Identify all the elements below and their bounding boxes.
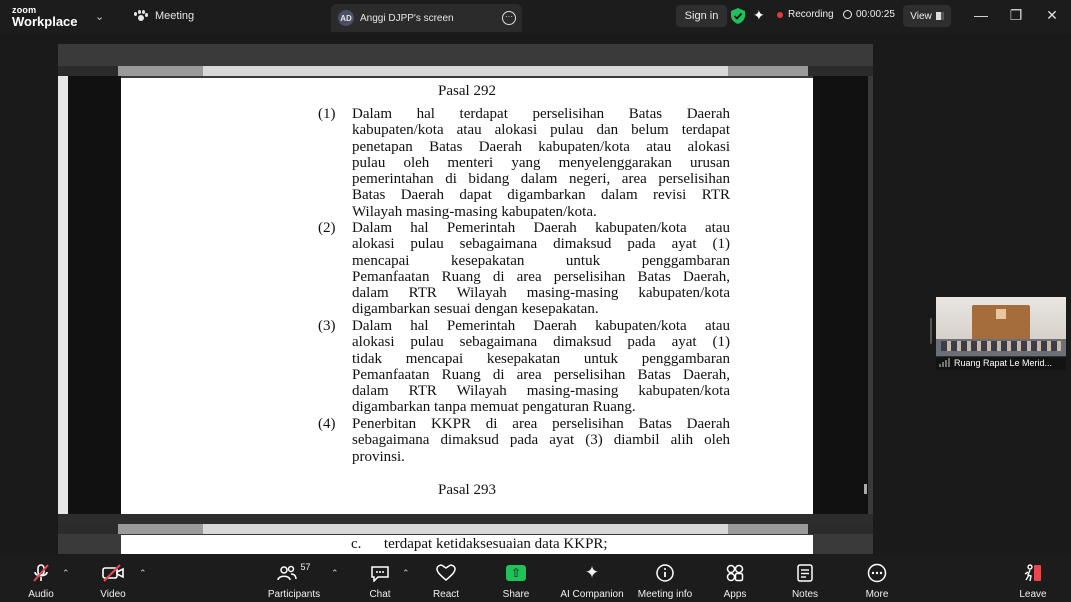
text-line: provinsi.: [352, 448, 405, 465]
left-margin-area: [68, 76, 121, 514]
participant-name: Ruang Rapat Le Merid...: [936, 356, 1066, 370]
video-label: Video: [100, 589, 126, 600]
chat-label: Chat: [369, 589, 391, 600]
text-line: mencapai kesepakatan untuk penggambaran: [352, 252, 730, 269]
audio-label: Audio: [28, 589, 54, 600]
text-line: alokasi pulau sebagaimana dimaksud pada ayat (1): [352, 236, 730, 253]
window-header-strip: [58, 44, 873, 66]
shared-screen-area: [0, 34, 1071, 556]
ai-companion-label: AI Companion: [560, 589, 624, 600]
scrollbar-thumb[interactable]: [864, 484, 867, 494]
sign-in-button[interactable]: Sign in: [676, 5, 727, 27]
heart-icon: [436, 562, 456, 584]
info-icon: [655, 562, 675, 584]
notes-button[interactable]: [770, 562, 840, 600]
clause-text: [352, 416, 730, 465]
article-heading: Pasal 292: [438, 83, 496, 99]
clause-text: [352, 318, 730, 416]
text-line: tidak mencapai kesepakatan untuk penggambaran: [352, 350, 730, 367]
clock-icon: [843, 10, 852, 19]
participants-button[interactable]: [259, 562, 329, 600]
text-line: Pemanfaatan Ruang di area perselisihan Batas Daerah,: [352, 268, 730, 285]
page-gap: [58, 514, 873, 524]
text-line: Dalam hal Pemerintah Daerah kabupaten/kota atau: [352, 220, 730, 236]
chevron-up-icon[interactable]: ⌃: [331, 568, 339, 578]
more-button[interactable]: [842, 562, 912, 600]
text-line: digambarkan tanpa memuat pengaturan Ruang.: [352, 399, 636, 416]
timer-value: 00:00:25: [856, 9, 895, 20]
document-page-2: [121, 535, 813, 554]
recording-label: Recording: [788, 9, 834, 20]
meeting-info-button[interactable]: [630, 562, 700, 600]
notes-label: Notes: [791, 589, 819, 600]
shared-document-window: [58, 44, 873, 554]
recording-indicator[interactable]: [777, 9, 834, 20]
more-options-icon[interactable]: ···: [502, 11, 516, 25]
text-line: Penerbitan KKPR di area perselisihan Batas Daerah: [352, 416, 730, 432]
horizontal-ruler: [58, 66, 873, 76]
screen-tab-label: Anggi DJPP's screen: [360, 12, 454, 24]
meeting-info-label: Meeting info: [637, 589, 693, 600]
leave-label: Leave: [1019, 589, 1047, 600]
clause-number: (3): [318, 318, 336, 334]
clause-text: [352, 220, 730, 318]
brand-small: zoom: [12, 5, 37, 15]
tab-meeting[interactable]: [134, 10, 194, 22]
text-line: dalam RTR Wilayah masing-masing kabupaten/kota: [352, 383, 730, 400]
view-label: View: [910, 10, 932, 22]
shield-check-icon[interactable]: [731, 8, 745, 24]
meeting-label: Meeting: [155, 10, 195, 22]
avatar: AD: [338, 10, 354, 26]
text-line: c. terdapat ketidaksesuaian data KKPR;: [351, 536, 608, 552]
clause-number: (1): [318, 106, 336, 122]
text-line: pulau oleh menteri yang menyelenggarakan urusan: [352, 154, 730, 171]
text-line: sebagaimana dimaksud pada ayat (3) diambil alih oleh: [352, 432, 730, 449]
title-bar: [0, 0, 1071, 34]
meeting-timer: [843, 9, 895, 20]
chevron-up-icon[interactable]: ⌃: [62, 568, 70, 578]
apps-label: Apps: [723, 589, 747, 600]
chevron-up-icon[interactable]: ⌃: [139, 568, 147, 578]
brand-big: Workplace: [12, 14, 78, 29]
zoom-logo: [12, 6, 78, 28]
video-feed-image: [936, 297, 1066, 357]
text-line: Pemanfaatan Ruang di area perselisihan Batas Daerah,: [352, 366, 730, 383]
article-heading-2: Pasal 293: [438, 482, 496, 498]
react-label: React: [432, 589, 460, 600]
clause-text: [352, 106, 730, 220]
video-button[interactable]: [78, 562, 148, 600]
more-label: More: [865, 589, 889, 600]
text-line: Dalam hal Pemerintah Daerah kabupaten/kota atau: [352, 318, 730, 334]
text-line: pemerintahan di bidang dalam negeri, area perselisihan: [352, 171, 730, 188]
ai-sparkle-icon[interactable]: ✦: [753, 7, 765, 23]
leave-icon: [1022, 562, 1044, 584]
react-button[interactable]: [411, 562, 481, 600]
tab-shared-screen[interactable]: [331, 4, 522, 32]
view-layout-icon: [936, 12, 944, 20]
close-icon[interactable]: ✕: [1046, 7, 1058, 23]
leave-button[interactable]: [998, 562, 1068, 600]
ai-companion-button[interactable]: [556, 562, 628, 600]
video-off-icon: [102, 562, 124, 584]
text-line: Batas Daerah dapat digambarkan dalam revisi RTR: [352, 187, 730, 204]
text-line: Wilayah masing-masing kabupaten/kota.: [352, 203, 597, 220]
vertical-ruler: [58, 76, 68, 516]
apps-button[interactable]: [700, 562, 770, 600]
chevron-up-icon[interactable]: ⌃: [402, 568, 410, 578]
meeting-toolbar: [0, 556, 1071, 602]
right-margin-area: [813, 76, 868, 514]
text-line: dalam RTR Wilayah masing-masing kabupaten/kota: [352, 285, 730, 302]
notes-icon: [796, 562, 814, 584]
participant-video-tile[interactable]: [936, 297, 1066, 370]
text-line: kabupaten/kota atau alokasi pulau dan belum terdapat: [352, 122, 730, 139]
participants-count: 57: [300, 562, 311, 572]
view-button[interactable]: [903, 5, 951, 27]
restore-icon[interactable]: ❐: [1009, 7, 1023, 23]
share-button[interactable]: [481, 562, 551, 600]
ai-sparkle-icon: ✦: [584, 563, 600, 582]
recording-dot-icon: [777, 12, 783, 18]
clause-number: (2): [318, 220, 336, 236]
participants-label: Participants: [267, 589, 321, 600]
text-line: Dalam hal terdapat perselisihan Batas Daerah: [352, 106, 730, 122]
text-line: alokasi pulau sebagaimana dimaksud pada ayat (1): [352, 334, 730, 351]
microphone-muted-icon: [31, 562, 51, 584]
minimize-icon[interactable]: —: [974, 7, 988, 23]
chevron-down-icon[interactable]: ⌄: [95, 11, 105, 23]
share-label: Share: [502, 589, 530, 600]
participants-icon: [277, 562, 310, 584]
horizontal-ruler-2: [58, 524, 873, 534]
text-line: digambarkan sesuai dengan kesepakatan.: [352, 301, 599, 318]
text-line: penetapan Batas Daerah kabupaten/kota atau alokasi: [352, 138, 730, 155]
more-icon: [867, 562, 887, 584]
paw-icon: [134, 10, 147, 22]
document-page: [121, 78, 813, 514]
chat-icon: [370, 562, 390, 584]
clause-number: (4): [318, 416, 336, 432]
apps-icon: [725, 562, 745, 584]
drag-handle[interactable]: [930, 318, 932, 344]
share-screen-icon: ⇧: [506, 562, 526, 584]
